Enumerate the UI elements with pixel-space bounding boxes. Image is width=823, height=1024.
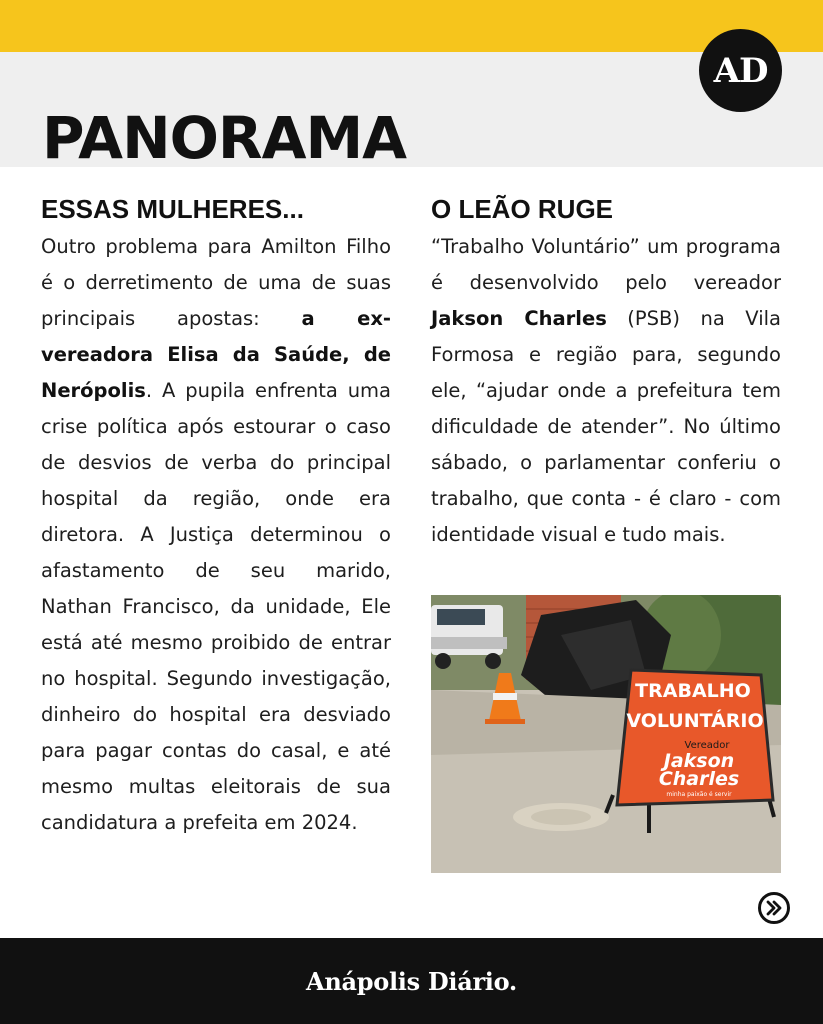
footer	[0, 938, 823, 1024]
sign-name-2: Charles	[658, 768, 740, 790]
article-right-headline: O LEÃO RUGE	[431, 194, 614, 224]
article-photo	[431, 595, 781, 873]
sign-line-2: VOLUNTÁRIO	[626, 710, 764, 732]
page-title: PANORAMA	[42, 104, 407, 172]
sign-name-1: Jakson	[663, 750, 735, 772]
footer-brand[interactable]: Anápolis Diário.	[306, 966, 517, 996]
article-right-text-2: (PSB) na Vila Formosa e região para, segundo ele, “ajudar onde a prefeitura tem dificuldade de atender”. No último sábado, o parlamentar conferiu o trabalho, que conta - é claro - com identidade visual e tudo mais.	[431, 307, 781, 546]
article-left-bold: a ex-vereadora Elisa da Saúde, de Nerópolis	[41, 307, 391, 402]
article-left	[41, 193, 391, 841]
site-logo[interactable]: AD	[699, 29, 782, 112]
article-right-text-1: “Trabalho Voluntário” um programa é desenvolvido pelo vereador	[431, 235, 781, 294]
article-right-body	[431, 229, 781, 553]
next-page-button[interactable]	[758, 892, 790, 924]
article-right	[431, 193, 781, 553]
article-left-text-1: Outro problema para Amilton Filho é o derretimento de uma de suas principais apostas:	[41, 235, 391, 330]
article-left-body	[41, 229, 391, 841]
sign-role: Vereador	[684, 740, 730, 751]
sign-line-1: TRABALHO	[635, 680, 751, 702]
article-left-text-2: . A pupila enfrenta uma crise política após estourar o caso de desvios de verba do principal hospital da região, onde era diretora. A Justiça determinou o afastamento de seu marido, Nathan Francisco, da unidade, Ele está até mesmo proibido de entrar no hospital. Segundo investigação, dinheiro do hospital era desviado para pagar contas do casal, e até mesmo multas eleitorais de sua candidatura a prefeita em 2024.	[41, 379, 391, 834]
sign-slogan: minha paixão é servir	[666, 791, 732, 798]
top-accent-bar	[0, 0, 823, 52]
article-right-bold: Jakson Charles	[431, 307, 607, 330]
photo-illustration	[431, 595, 781, 873]
double-chevron-right-icon	[764, 898, 784, 918]
article-left-headline: ESSAS MULHERES...	[41, 194, 304, 224]
